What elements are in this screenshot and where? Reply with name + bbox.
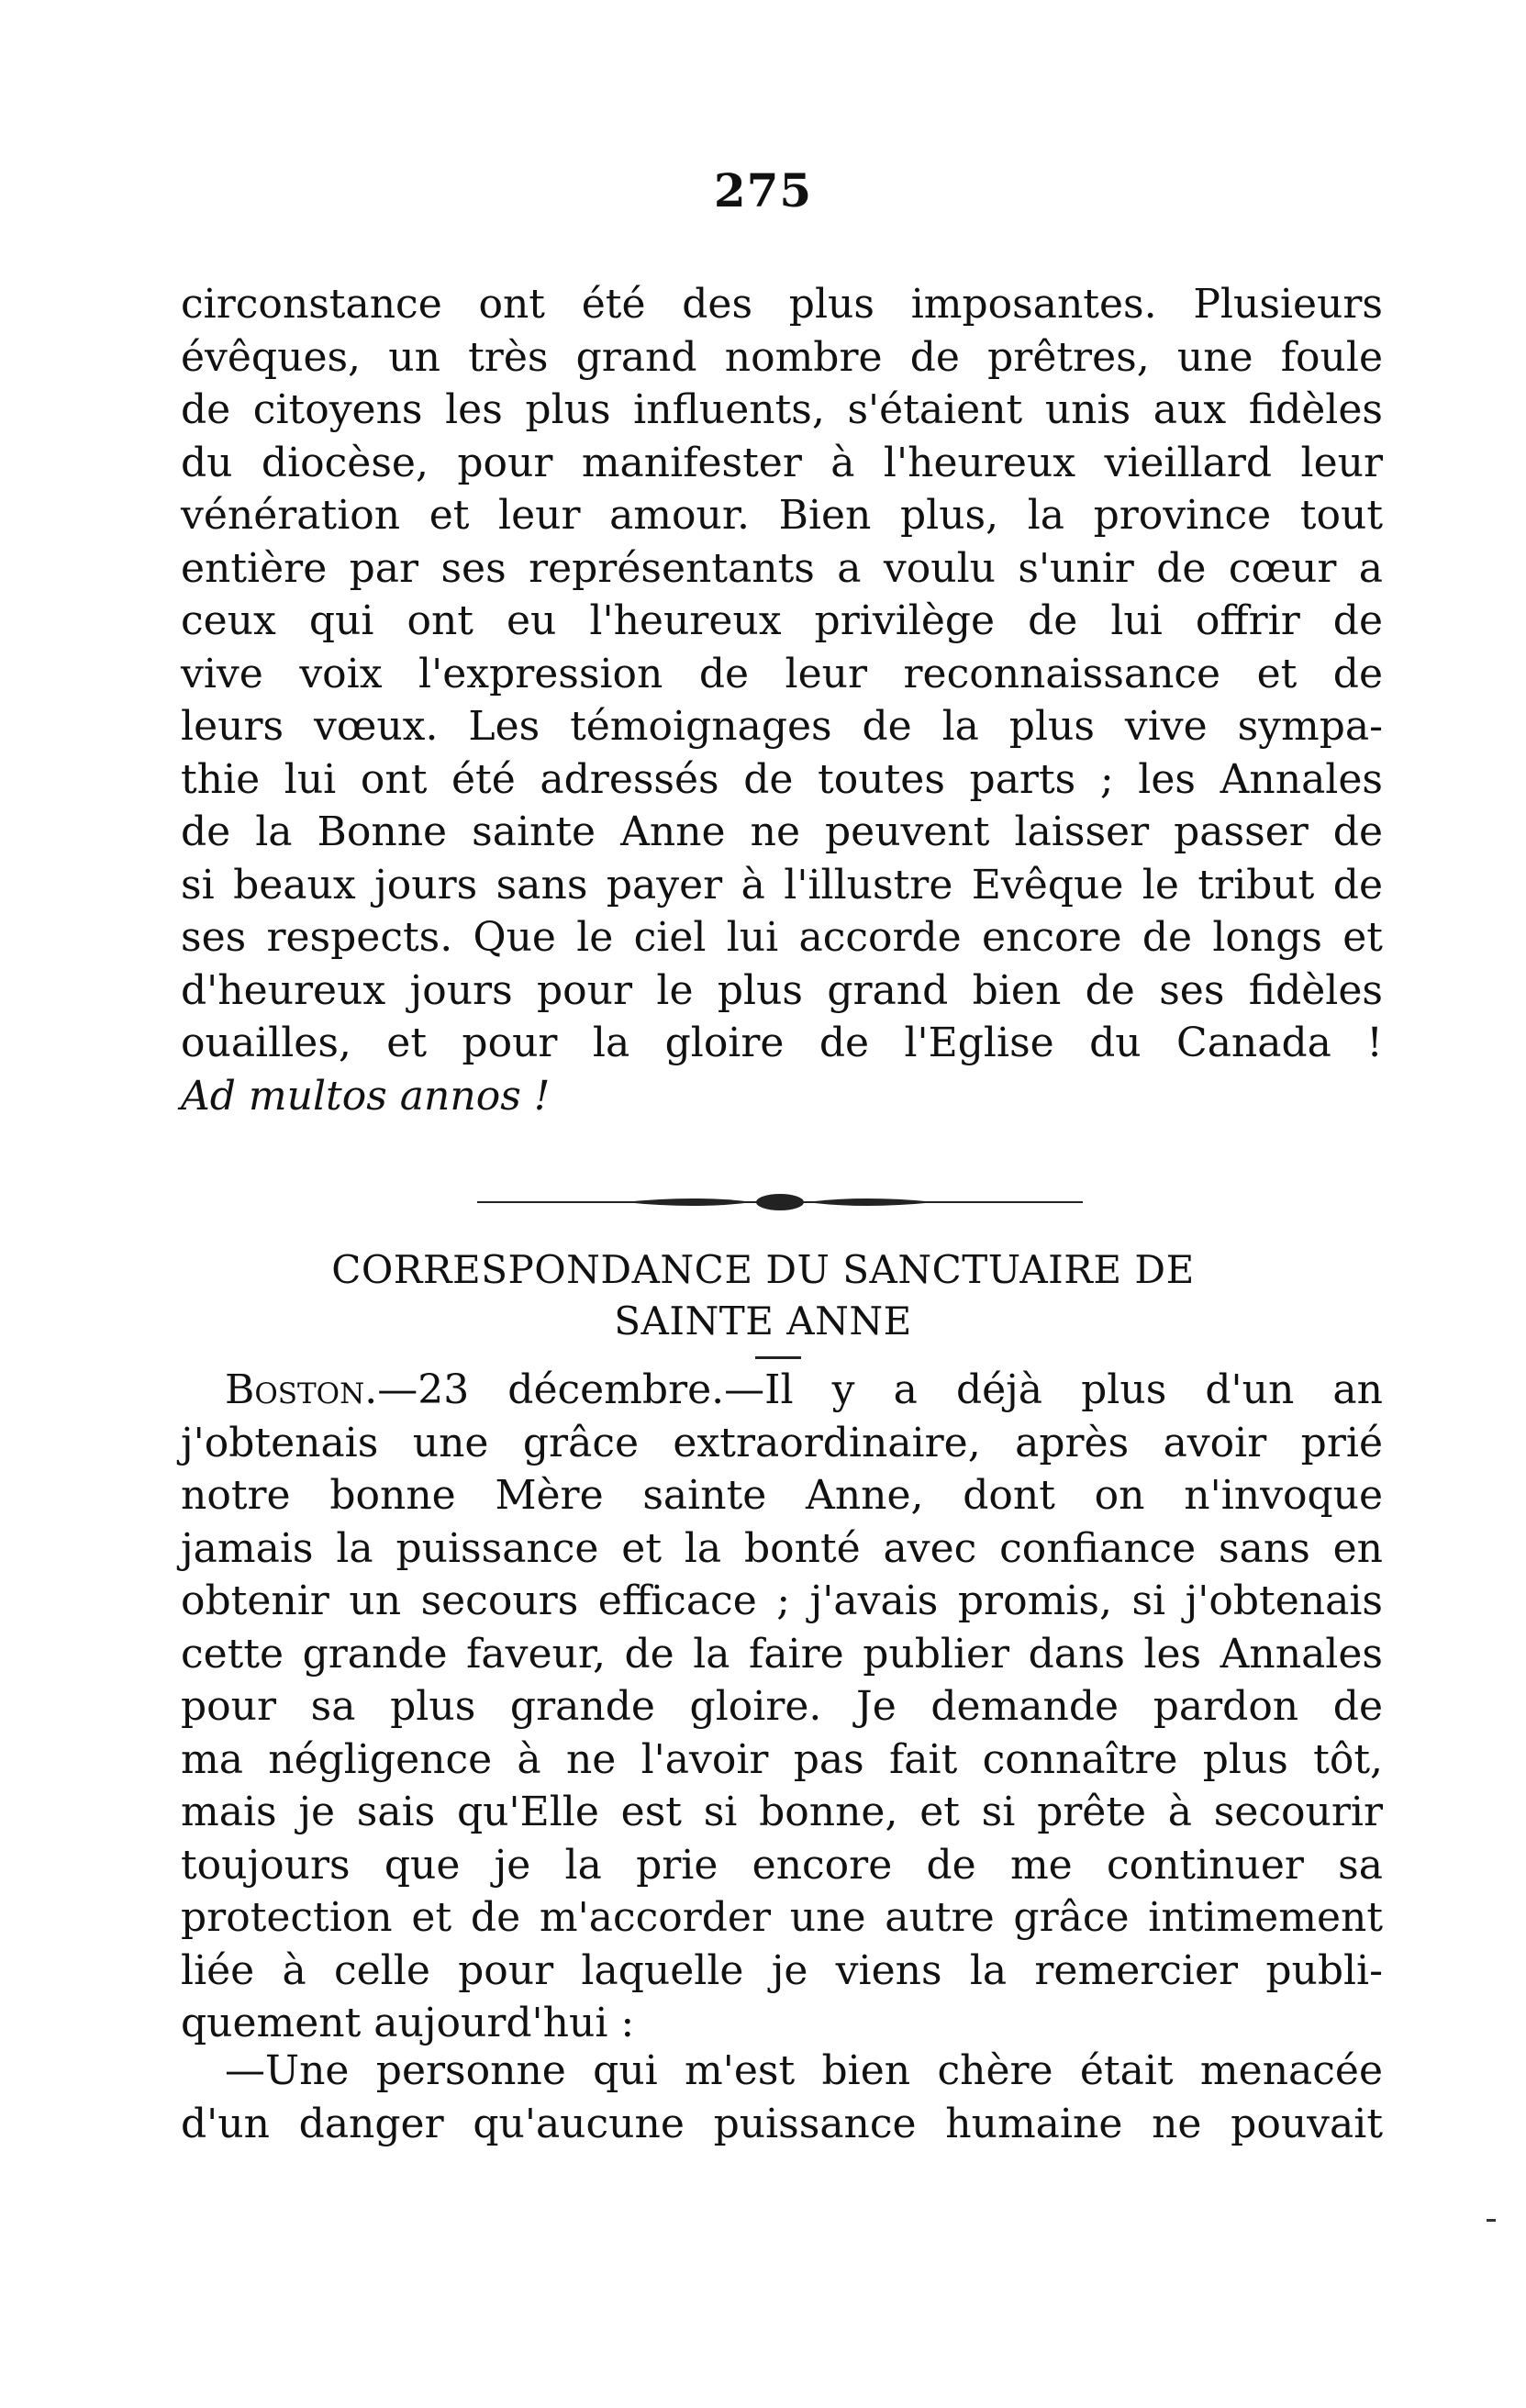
- text-line: obtenir un secours efficace ; j'avais promis, si j'obtenais: [181, 1577, 1383, 1624]
- text-line: notre bonne Mère sainte Anne, dont on n'invoque: [181, 1472, 1383, 1519]
- margin-mark: [1487, 2219, 1496, 2222]
- text-line: si beaux jours sans payer à l'illustre Evêque le tribut de: [181, 861, 1383, 909]
- text-line: d'un danger qu'aucune puissance humaine ne pouvait: [181, 2100, 1383, 2147]
- text-line: j'obtenais une grâce extraordinaire, après avoir prié: [181, 1419, 1383, 1466]
- text-line: mais je sais qu'Elle est si bonne, et si prête à secourir: [181, 1789, 1383, 1835]
- text-line: vénération et leur amour. Bien plus, la province tout: [181, 492, 1383, 539]
- text-line: [181, 1364, 1383, 1417]
- text-line: —Une personne qui m'est bien chère était menacée: [225, 2047, 1383, 2094]
- text-line: entière par ses représentants a voulu s'unir de cœur a: [181, 544, 1383, 592]
- letter-paragraph: [181, 1364, 1383, 2050]
- closing-line: Ad multos annos !: [181, 1072, 551, 1120]
- text-line: ses respects. Que le ciel lui accorde encore de longs et: [181, 914, 1383, 961]
- text-line: circonstance ont été des plus imposantes. Plusieurs: [181, 281, 1383, 328]
- text-line: évêques, un très grand nombre de prêtres, une foule: [181, 333, 1383, 381]
- text-line: thie lui ont été adressés de toutes parts ; les Annales: [181, 755, 1383, 803]
- letter-paragraph-2: [181, 2045, 1383, 2150]
- text-line: leurs vœux. Les témoignages de la plus vive sympa-: [181, 703, 1383, 750]
- title-dash: [755, 1356, 801, 1359]
- text-line: vive voix l'expression de leur reconnaissance et de: [181, 650, 1383, 697]
- article-paragraph: [181, 278, 1383, 1122]
- text-line: du diocèse, pour manifester à l'heureux vieillard leur: [181, 439, 1383, 486]
- page-number: 275: [713, 163, 813, 217]
- text-line: cette grande faveur, de la faire publier dans les Annales: [181, 1630, 1383, 1678]
- ornament-divider: [477, 1191, 1083, 1213]
- letter-place: Boston.: [225, 1366, 378, 1413]
- text-line: de citoyens les plus influents, s'étaient unis aux fidèles: [181, 386, 1383, 433]
- text-line: d'heureux jours pour le plus grand bien de ses fidèles: [181, 966, 1383, 1014]
- text-line: pour sa plus grande gloire. Je demande pardon de: [181, 1683, 1383, 1730]
- text-line: liée à celle pour laquelle je viens la remercier publi-: [181, 1946, 1383, 1994]
- text-line: ma négligence à ne l'avoir pas fait connaître plus tôt,: [181, 1735, 1383, 1783]
- text-line: de la Bonne sainte Anne ne peuvent laisser passer de: [181, 808, 1383, 855]
- section-title: CORRESPONDANCE DU SANCTUAIRE DE: [331, 1247, 1195, 1292]
- letter-date-line: —23 décembre.—Il y a déjà plus d'un an: [377, 1366, 1383, 1413]
- text-line: quement aujourd'hui :: [181, 2000, 635, 2046]
- section-subtitle: SAINTE ANNE: [614, 1299, 912, 1343]
- text-line: ceux qui ont eu l'heureux privilège de lui offrir de: [181, 597, 1383, 644]
- text-line: protection et de m'accorder une autre grâce intimement: [181, 1894, 1383, 1941]
- text-line: toujours que je la prie encore de me continuer sa: [181, 1841, 1383, 1889]
- text-line: ouailles, et pour la gloire de l'Eglise du Canada !: [181, 1020, 1383, 1066]
- text-line: jamais la puissance et la bonté avec confiance sans en: [181, 1524, 1383, 1572]
